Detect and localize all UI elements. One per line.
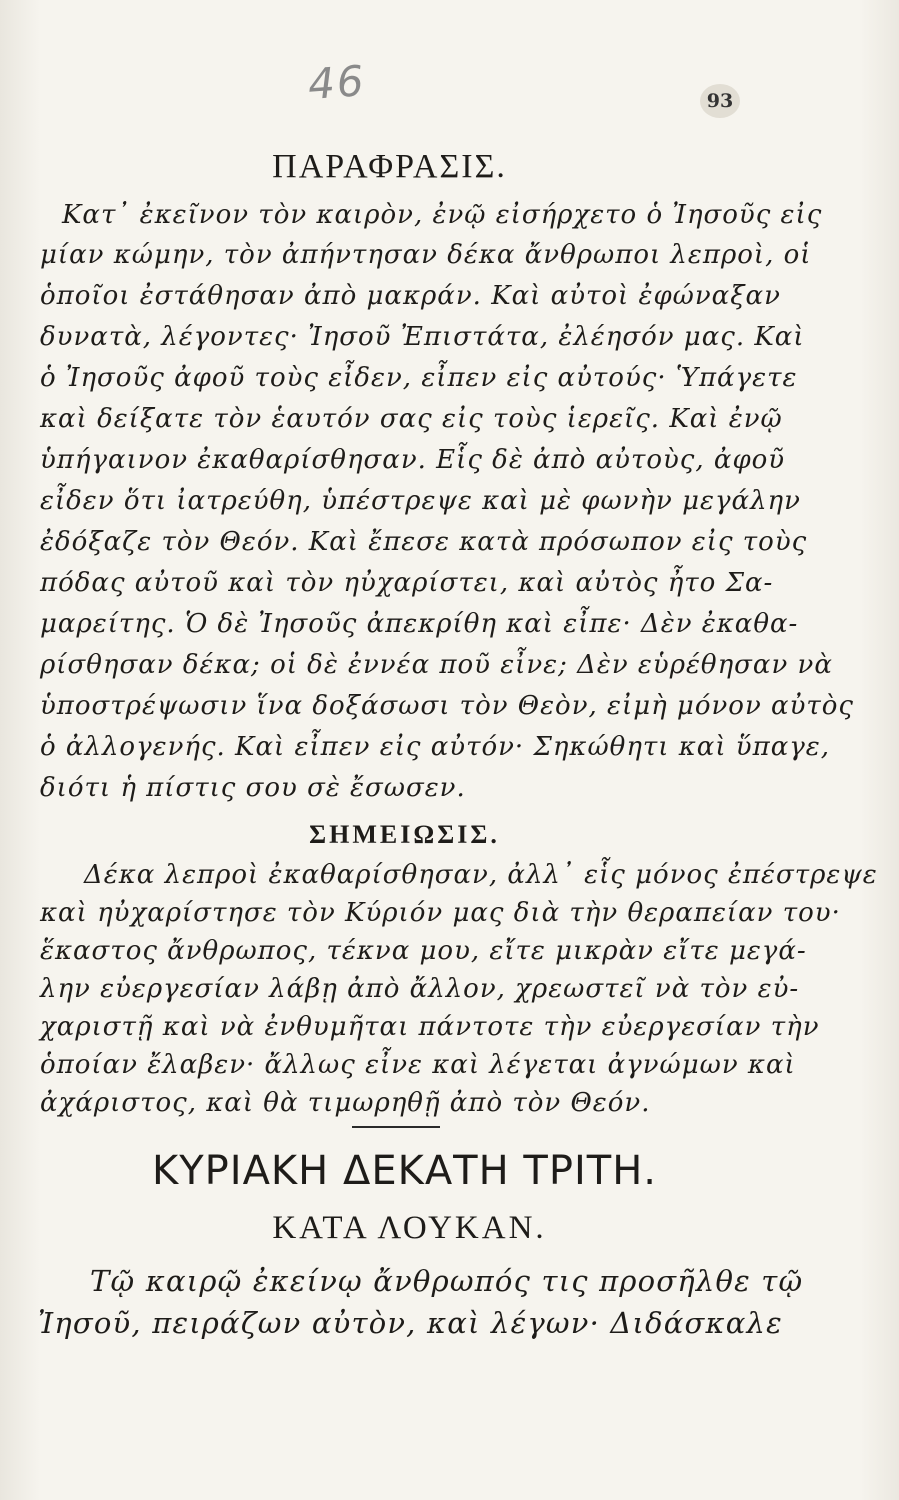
notes-line: καὶ ηὐχαρίστησε τὸν Κύριόν μας διὰ τὴν θεραπείαν του· — [40, 898, 841, 928]
paraphrasis-line: ρίσθησαν δέκα; οἱ δὲ ἐννέα ποῦ εἶνε; Δὲν εὑρέθησαν νὰ — [40, 650, 833, 680]
handwritten-page-mark: 46 — [306, 56, 368, 109]
notes-line: ἀχάριστος, καὶ θὰ τιμωρηθῇ ἀπὸ τὸν Θεόν. — [40, 1088, 651, 1118]
notes-line: ὁποίαν ἔλαβεν· ἄλλως εἶνε καὶ λέγεται ἀγνώμων καὶ — [40, 1050, 796, 1080]
sunday-title: ΚΥΡΙΑΚΗ ΔΕΚΑΤΗ ΤΡΙΤΗ. — [151, 1148, 657, 1194]
paraphrasis-line: πόδας αὐτοῦ καὶ τὸν ηὐχαρίστει, καὶ αὐτὸς ἦτο Σα- — [40, 568, 774, 598]
paraphrasis-line: καὶ δείξατε τὸν ἑαυτόν σας εἰς τοὺς ἱερεῖς. Καὶ ἐνῷ — [40, 404, 783, 434]
section-divider — [352, 1126, 440, 1128]
notes-heading — [0, 820, 899, 850]
paraphrasis-line: δυνατὰ, λέγοντες· Ἰησοῦ Ἐπιστάτα, ἐλέησόν μας. Καὶ — [40, 322, 805, 352]
gospel-line: Τῷ καιρῷ ἐκείνῳ ἄνθρωπός τις προσῆλθε τῷ — [90, 1264, 804, 1298]
notes-line: λην εὐεργεσίαν λάβῃ ἀπὸ ἄλλον, χρεωστεῖ νὰ τὸν εὐ- — [40, 974, 800, 1004]
notes-line: Δέκα λεπροὶ ἐκαθαρίσθησαν, ἀλλ᾽ εἷς μόνος ἐπέστρεψε — [84, 860, 878, 890]
paraphrasis-line: διότι ἡ πίστις σου σὲ ἔσωσεν. — [40, 773, 466, 803]
notes-title: ΣΗΜΕΙΩΣΙΣ. — [309, 820, 500, 849]
paraphrasis-line: ὁ Ἰησοῦς ἀφοῦ τοὺς εἶδεν, εἶπεν εἰς αὐτούς· Ὑπάγετε — [40, 363, 798, 393]
gospel-heading — [0, 1210, 899, 1247]
paraphrasis-line: ὁ ἀλλογενής. Καὶ εἶπεν εἰς αὐτόν· Σηκώθητι καὶ ὕπαγε, — [40, 732, 831, 762]
paraphrasis-line: ὑπήγαινον ἐκαθαρίσθησαν. Εἷς δὲ ἀπὸ αὐτοὺς, ἀφοῦ — [40, 445, 786, 475]
paraphrasis-line: ὁποῖοι ἐστάθησαν ἀπὸ μακράν. Καὶ αὐτοὶ ἐφώναξαν — [40, 281, 781, 311]
paraphrasis-line: ἐδόξαζε τὸν Θεόν. Καὶ ἔπεσε κατὰ πρόσωπον εἰς τοὺς — [40, 527, 808, 557]
sunday-heading — [0, 1148, 899, 1194]
paraphrasis-line: μίαν κώμην, τὸν ἀπήντησαν δέκα ἄνθρωποι λεπροὶ, οἱ — [40, 240, 812, 270]
paraphrasis-title: ΠΑΡΑΦΡΑΣΙΣ. — [272, 148, 507, 185]
notes-line: ἕκαστος ἄνθρωπος, τέκνα μου, εἴτε μικρὰν εἴτε μεγά- — [40, 936, 807, 966]
paraphrasis-line: μαρείτης. Ὁ δὲ Ἰησοῦς ἀπεκρίθη καὶ εἶπε· Δὲν ἐκαθα- — [40, 609, 799, 639]
gospel-line: Ἰησοῦ, πειράζων αὐτὸν, καὶ λέγων· Διδάσκαλε — [38, 1306, 783, 1340]
paraphrasis-heading — [0, 148, 899, 186]
gospel-subtitle: ΚΑΤΑ ΛΟΥΚΑΝ. — [272, 1210, 547, 1246]
notes-line: χαριστῇ καὶ νὰ ἐνθυμῆται πάντοτε τὴν εὐεργεσίαν τὴν — [40, 1012, 820, 1042]
paraphrasis-line: ὑποστρέψωσιν ἵνα δοξάσωσι τὸν Θεὸν, εἰμὴ μόνον αὐτὸς — [40, 691, 854, 721]
paraphrasis-line: Κατ᾽ ἐκεῖνον τὸν καιρὸν, ἐνῷ εἰσήρχετο ὁ Ἰησοῦς εἰς — [62, 200, 823, 230]
paraphrasis-line: εἶδεν ὅτι ἰατρεύθη, ὑπέστρεψε καὶ μὲ φωνὴν μεγάλην — [40, 486, 801, 516]
page-number: 93 — [700, 84, 740, 118]
